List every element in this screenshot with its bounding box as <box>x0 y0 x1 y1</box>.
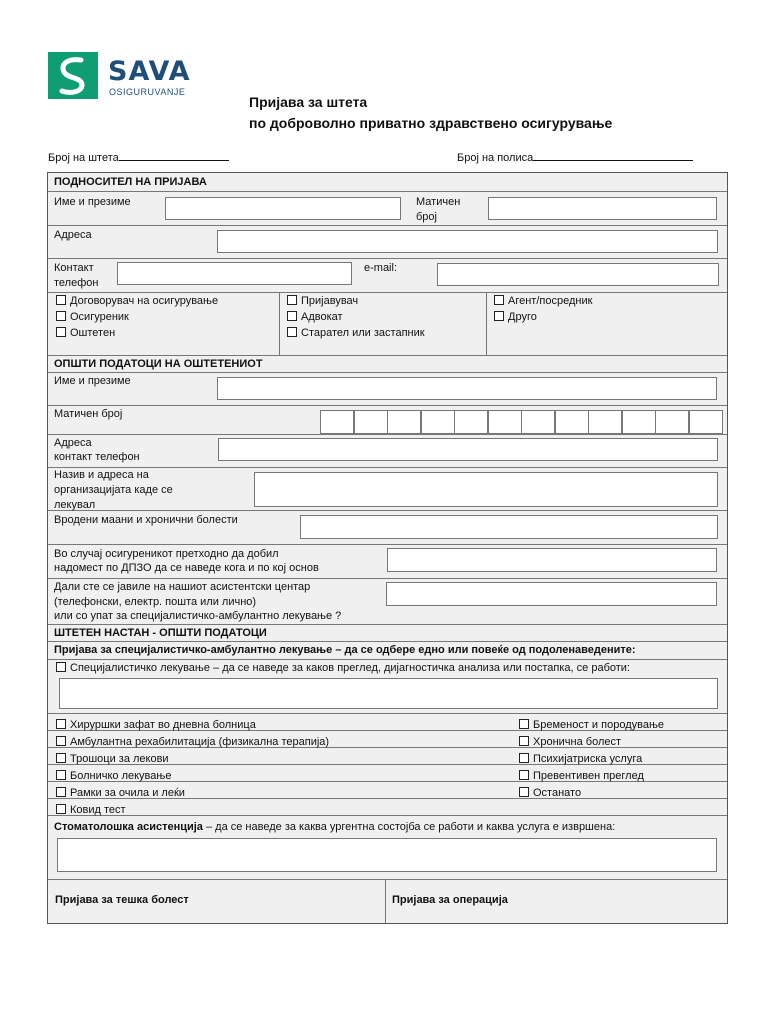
checkbox-icon[interactable] <box>287 327 297 337</box>
applicant-id-input[interactable] <box>488 197 717 220</box>
injured-address-label-2: контакт телефон <box>54 451 140 463</box>
checkbox-treatment-type[interactable]: Трошоци за лекови <box>56 753 169 766</box>
applicant-address-input[interactable] <box>217 230 718 253</box>
checkbox-icon[interactable] <box>519 770 529 780</box>
checkbox-treatment-type[interactable]: Болничко лекување <box>56 770 171 783</box>
claim-number-label: Број на штета <box>48 152 119 164</box>
checkbox-icon[interactable] <box>56 311 66 321</box>
checkbox-icon[interactable] <box>287 311 297 321</box>
prior-compensation-input[interactable] <box>387 548 717 572</box>
prior-compensation-label-2: надомест по ДПЗО да се наведе кога и по кој основ <box>54 562 319 574</box>
applicant-address-label: Адреса <box>54 229 92 241</box>
applicant-id-label-1: Матичен <box>416 196 461 208</box>
checkbox-guardian[interactable]: Старател или застапник <box>287 327 425 340</box>
specialist-treatment-input[interactable] <box>59 678 718 709</box>
checkbox-specialist-treatment[interactable]: Специјалистичко лекување – да се наведе за каков преглед, дијагностичка анализа или постапка, се работи: <box>56 662 630 675</box>
organization-label-2: организацијата каде се <box>54 484 173 496</box>
checkbox-injured[interactable]: Оштетен <box>56 327 115 340</box>
checkbox-icon[interactable] <box>494 311 504 321</box>
checkbox-treatment-type[interactable]: Амбулантна рехабилитација (физикална терапија) <box>56 736 329 749</box>
checkbox-icon[interactable] <box>56 327 66 337</box>
chronic-diseases-label: Вродени маани и хронични болести <box>54 514 238 526</box>
form-title-line2: по доброволно приватно здравствено осигурување <box>249 115 613 131</box>
checkbox-icon[interactable] <box>56 787 66 797</box>
applicant-phone-label-2: телефон <box>54 277 99 289</box>
id-digit-cell[interactable] <box>387 410 421 434</box>
checkbox-treatment-type[interactable]: Ковид тест <box>56 804 126 817</box>
applicant-email-input[interactable] <box>437 263 719 286</box>
assistance-input[interactable] <box>386 582 717 606</box>
checkbox-agent[interactable]: Агент/посредник <box>494 295 592 308</box>
checkbox-insured[interactable]: Осигуреник <box>56 311 129 324</box>
injured-name-label: Име и презиме <box>54 375 131 387</box>
organization-input[interactable] <box>254 472 718 507</box>
id-digit-cell[interactable] <box>521 410 555 434</box>
assistance-label-2: (телефонски, електр. пошта или лично) <box>54 596 257 608</box>
id-digit-cell[interactable] <box>655 410 689 434</box>
checkbox-icon[interactable] <box>56 719 66 729</box>
checkbox-reporter[interactable]: Пријавувач <box>287 295 358 308</box>
injured-address-label-1: Адреса <box>54 437 92 449</box>
id-digit-cell[interactable] <box>320 410 354 434</box>
policy-number-label: Број на полиса <box>457 152 534 164</box>
id-digit-cell[interactable] <box>354 410 388 434</box>
id-digit-cell[interactable] <box>421 410 455 434</box>
checkbox-icon[interactable] <box>56 804 66 814</box>
section-injured-header: ОПШТИ ПОДАТОЦИ НА ОШТЕТЕНИОТ <box>54 358 263 370</box>
prior-compensation-label-1: Во случај осигуреникот претходно да добил <box>54 548 279 560</box>
chronic-diseases-input[interactable] <box>300 515 718 539</box>
checkbox-icon[interactable] <box>519 787 529 797</box>
checkbox-policyholder[interactable]: Договорувач на осигурување <box>56 295 218 308</box>
checkbox-treatment-type[interactable]: Превентивен преглед <box>519 770 644 783</box>
specialist-treatment-heading: Пријава за специјалистичко-амбулантно лекување – да се одбере едно или повеќе од подоленаведените: <box>54 644 636 656</box>
checkbox-icon[interactable] <box>287 295 297 305</box>
checkbox-icon[interactable] <box>494 295 504 305</box>
form-title-line1: Пријава за штета <box>249 94 368 110</box>
checkbox-treatment-type[interactable]: Хронична болест <box>519 736 621 749</box>
checkbox-treatment-type[interactable]: Рамки за очила и леќи <box>56 787 185 800</box>
injured-id-label: Матичен број <box>54 408 123 420</box>
applicant-name-label: Име и презиме <box>54 196 131 208</box>
id-digit-cell[interactable] <box>454 410 488 434</box>
dental-assistance-input[interactable] <box>57 838 717 872</box>
assistance-label-3: или со упат за специјалистичко-амбулантно лекување ? <box>54 610 342 622</box>
section-event-header: ШТЕТЕН НАСТАН - ОПШТИ ПОДАТОЦИ <box>54 627 267 639</box>
checkbox-treatment-type[interactable]: Хируршки зафат во дневна болница <box>56 719 256 732</box>
dental-assistance-label: Стоматолошка асистенција – да се наведе за каква ургентна состојба се работи и каква услуга е извршена: <box>54 821 616 833</box>
checkbox-icon[interactable] <box>56 770 66 780</box>
checkbox-treatment-type[interactable]: Останато <box>519 787 581 800</box>
checkbox-other[interactable]: Друго <box>494 311 537 324</box>
checkbox-icon[interactable] <box>519 753 529 763</box>
claim-number-line[interactable] <box>119 150 229 161</box>
section-applicant-header: ПОДНОСИТЕЛ НА ПРИЈАВА <box>54 176 207 188</box>
applicant-phone-label-1: Контакт <box>54 262 94 274</box>
sava-logo-icon <box>48 52 98 99</box>
policy-number-line[interactable] <box>533 150 693 161</box>
claim-form <box>47 172 728 924</box>
id-digit-cell[interactable] <box>622 410 656 434</box>
organization-label-1: Назив и адреса на <box>54 469 149 481</box>
applicant-name-input[interactable] <box>165 197 401 220</box>
injured-address-input[interactable] <box>218 438 718 461</box>
serious-illness-label[interactable]: Пријава за тешка болест <box>55 894 189 906</box>
checkbox-treatment-type[interactable]: Психијатриска услуга <box>519 753 642 766</box>
id-digit-cell[interactable] <box>588 410 622 434</box>
id-digit-cell[interactable] <box>689 410 723 434</box>
checkbox-icon[interactable] <box>56 736 66 746</box>
checkbox-icon[interactable] <box>519 719 529 729</box>
brand-subtitle: OSIGURUVANJE <box>109 87 186 97</box>
id-digit-cell[interactable] <box>555 410 589 434</box>
applicant-phone-input[interactable] <box>117 262 352 285</box>
operation-label[interactable]: Пријава за операција <box>392 894 508 906</box>
id-digit-cell[interactable] <box>488 410 522 434</box>
checkbox-treatment-type[interactable]: Бременост и породување <box>519 719 664 732</box>
organization-label-3: лекувал <box>54 499 96 511</box>
checkbox-icon[interactable] <box>56 295 66 305</box>
applicant-id-label-2: број <box>416 211 437 223</box>
checkbox-icon[interactable] <box>56 753 66 763</box>
checkbox-icon[interactable] <box>519 736 529 746</box>
assistance-label-1: Дали сте се јавиле на нашиот асистентски центар <box>54 581 311 593</box>
policy-number-field[interactable] <box>457 150 693 164</box>
applicant-email-label: e-mail: <box>364 262 398 274</box>
checkbox-lawyer[interactable]: Адвокат <box>287 311 343 324</box>
brand-name: SAVA <box>108 56 191 87</box>
checkbox-icon[interactable] <box>56 662 66 672</box>
injured-name-input[interactable] <box>217 377 717 400</box>
claim-number-field[interactable] <box>48 150 229 164</box>
